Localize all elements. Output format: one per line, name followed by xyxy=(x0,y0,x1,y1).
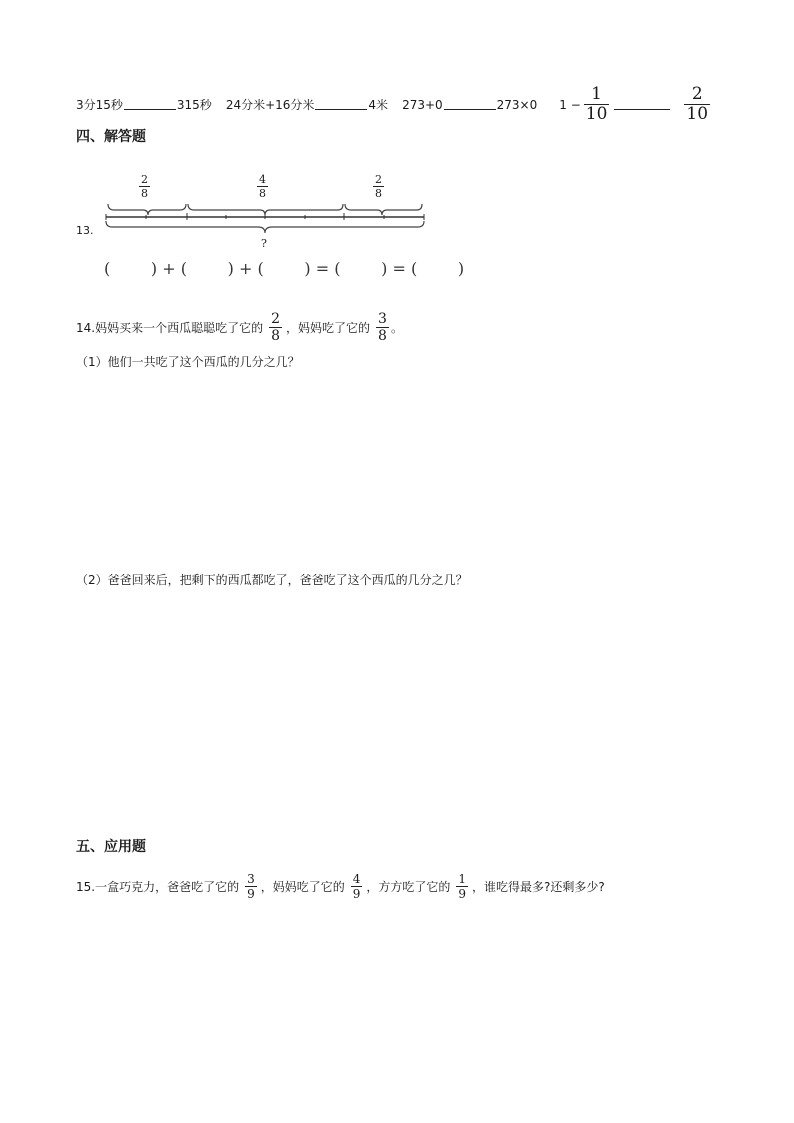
compare-item4-prefix: 1 − xyxy=(559,97,581,112)
question-number: 13. xyxy=(76,224,94,237)
subquestion-2: （2）爸爸回来后，把剩下的西瓜都吃了，爸爸吃了这个西瓜的几分之几？ xyxy=(76,573,468,587)
question-text: 。 xyxy=(390,321,403,335)
compare-item3-left: 273+0 xyxy=(402,97,443,112)
compare-item1-left: 3分15秒 xyxy=(76,98,123,112)
section-heading: 五、应用题 xyxy=(76,839,146,855)
question-text: ，妈妈吃了它的 xyxy=(286,321,371,335)
fraction xyxy=(376,312,389,343)
fraction-numerator: 3 xyxy=(247,872,255,886)
section-heading: 四、解答题 xyxy=(76,129,146,145)
question-text: ，方方吃了它的 xyxy=(366,880,451,894)
fraction xyxy=(584,86,610,123)
segment-diagram xyxy=(100,198,430,238)
fraction-numerator: 1 xyxy=(458,872,467,886)
fraction-denominator: 10 xyxy=(686,104,709,124)
brace-total xyxy=(106,221,424,233)
question-14 xyxy=(76,312,403,343)
fraction-numerator: 4 xyxy=(352,872,361,886)
answer-blank[interactable] xyxy=(444,99,496,110)
compare-item2-right: 4米 xyxy=(368,98,389,112)
total-unknown-label: ? xyxy=(261,237,267,250)
brace-segment-2 xyxy=(188,204,343,215)
answer-blank[interactable] xyxy=(614,99,670,110)
question-text: 14.妈妈买来一个西瓜聪聪吃了它的 xyxy=(76,321,264,335)
segment-fraction xyxy=(257,174,268,199)
fraction xyxy=(684,86,710,123)
brace-segment-3 xyxy=(345,204,422,215)
segment-fraction xyxy=(139,174,150,199)
subquestion-1: （1）他们一共吃了这个西瓜的几分之几？ xyxy=(76,355,300,369)
fraction-denominator: 8 xyxy=(375,187,382,200)
fraction xyxy=(456,873,468,900)
brace-segment-1 xyxy=(108,204,186,215)
fraction-numerator: 2 xyxy=(375,173,382,186)
fraction xyxy=(269,312,282,343)
fraction-numerator: 2 xyxy=(271,311,281,327)
fraction-denominator: 10 xyxy=(585,104,608,124)
fraction-denominator: 8 xyxy=(259,187,266,200)
fraction-numerator: 1 xyxy=(591,84,602,104)
fraction xyxy=(245,873,257,900)
answer-blank[interactable] xyxy=(124,99,176,110)
fraction-denominator: 9 xyxy=(247,887,255,901)
fraction-denominator: 8 xyxy=(271,328,281,344)
question-text: 15.一盒巧克力，爸爸吃了它的 xyxy=(76,880,240,894)
fraction-numerator: 2 xyxy=(691,84,703,104)
fraction-denominator: 8 xyxy=(378,328,387,344)
comparison-row xyxy=(76,86,713,123)
fraction-denominator: 9 xyxy=(458,887,467,901)
compare-item2-left: 24分米+16分米 xyxy=(225,98,315,112)
compare-item1-right: 315秒 xyxy=(176,98,212,112)
answer-blank[interactable] xyxy=(315,99,367,110)
question-15 xyxy=(76,873,605,900)
segment-fraction xyxy=(373,174,384,199)
fraction-numerator: 2 xyxy=(141,173,148,186)
equation-row[interactable]: ( ) + ( ) + ( ) = ( ) = ( ) xyxy=(104,259,465,278)
question-text: ，妈妈吃了它的 xyxy=(260,880,345,894)
fraction-numerator: 4 xyxy=(259,173,266,186)
fraction-numerator: 3 xyxy=(378,311,387,327)
compare-item3-right: 273×0 xyxy=(496,97,538,112)
fraction-denominator: 8 xyxy=(141,187,148,200)
fraction-denominator: 9 xyxy=(352,887,361,901)
fraction xyxy=(351,873,363,900)
question-text: ，谁吃得最多?还剩多少? xyxy=(472,880,605,894)
